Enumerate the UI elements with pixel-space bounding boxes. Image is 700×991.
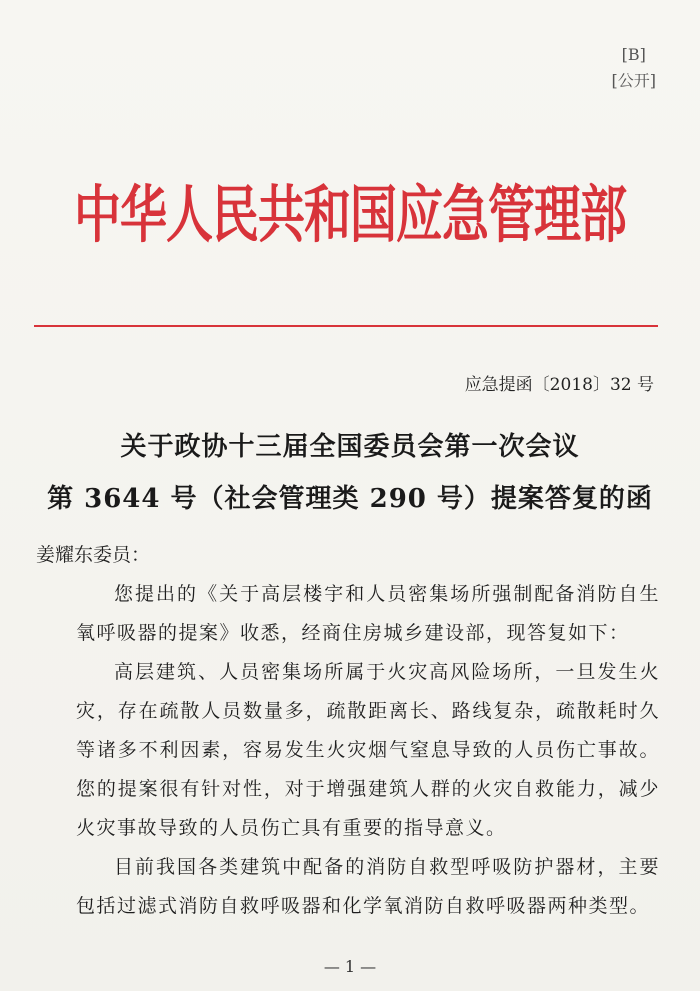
salutation: 姜耀东委员： [36,544,151,566]
issuing-organization: 中华人民共和国应急管理部 [74,179,626,252]
paragraph: 您提出的《关于高层楼宇和人员密集场所强制配备消防自生氧呼吸器的提案》收悉，经商住房城乡建设部，现答复如下： [76,583,660,644]
paragraph: 目前我国各类建筑中配备的消防自救型呼吸防护器材，主要包括过滤式消防自救呼吸器和化学氧消防自救呼吸器两种类型。 [76,856,660,917]
public-tag: [公开] [611,71,656,90]
level-tag: [B] [621,45,646,64]
title-line-2: 第 3644 号（社会管理类 290 号）提案答复的函 [47,484,653,514]
document-number: 应急提函〔2018〕32 号 [464,375,654,395]
letter-body [36,536,660,926]
classification-tags [612,42,657,94]
paragraph: 高层建筑、人员密集场所属于火灾高风险场所，一旦发生火灾，存在疏散人员数量多，疏散距离长、路线复杂，疏散耗时久等诸多不利因素，容易发生火灾烟气窒息导致的人员伤亡事故。您的提案很有针对性，对于增强建筑人群的火灾自救能力，减少火灾事故导致的人员伤亡具有重要的指导意义。 [76,661,660,839]
title-line-1: 关于政协十三届全国委员会第一次会议 [120,432,580,462]
red-divider [34,325,658,327]
page-number: — 1 — [323,957,377,976]
